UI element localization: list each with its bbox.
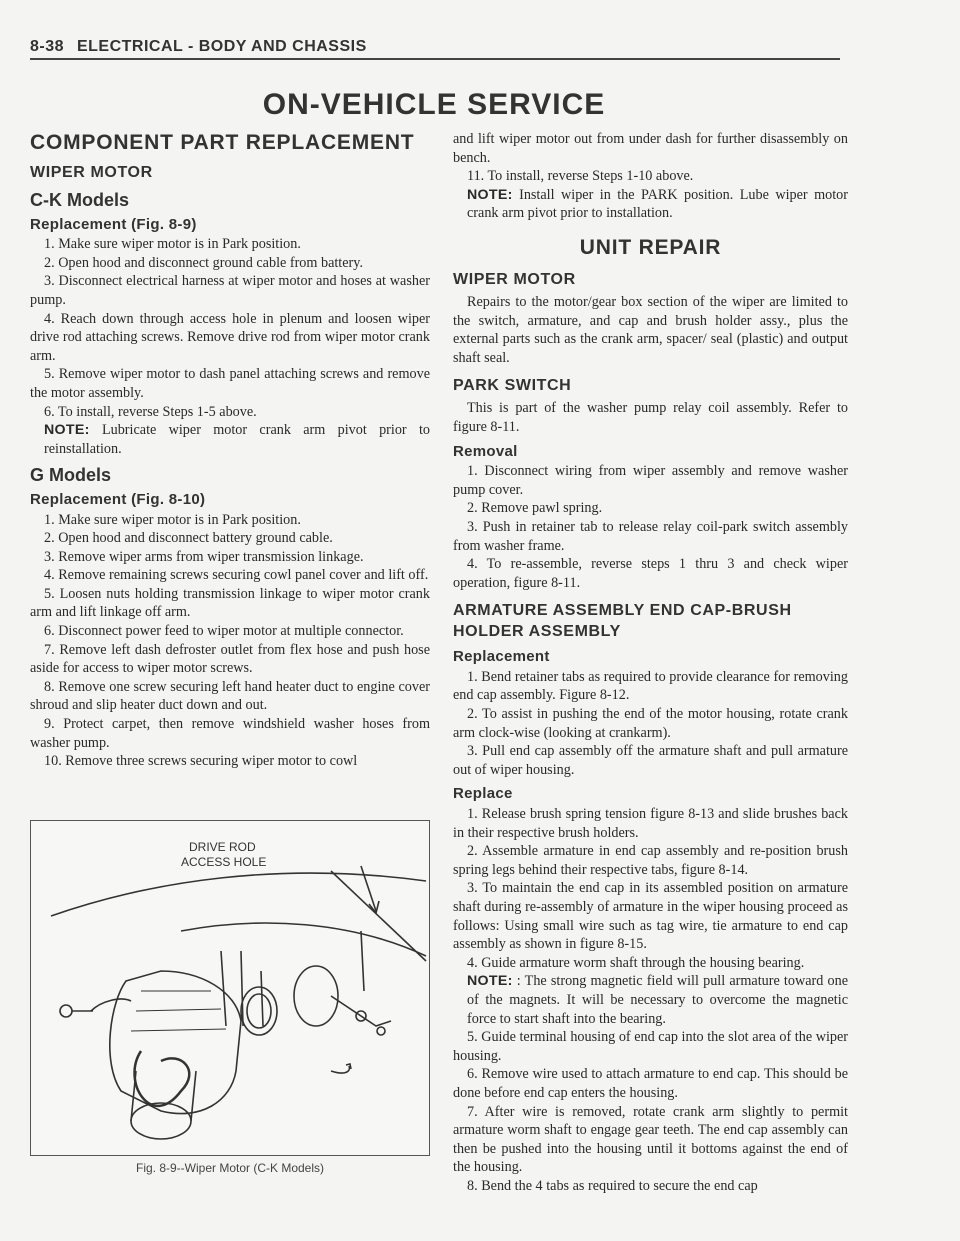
- ck-step: 1. Make sure wiper motor is in Park position.: [44, 236, 301, 253]
- replace-step: 2. Assemble armature in end cap assembly and re-position brush spring legs behind their respective tabs, figure 8-14.: [453, 843, 848, 878]
- note-label: NOTE:: [467, 186, 513, 203]
- install-note: [453, 186, 848, 223]
- ck-models-heading: C-K Models: [30, 190, 129, 210]
- removal-step: 3. Push in retainer tab to release relay coil-park switch assembly from washer frame.: [453, 518, 848, 554]
- wiper-motor-illustration: [31, 821, 429, 1155]
- replace-heading: Replace: [453, 785, 513, 803]
- g-step: 4. Remove remaining screws securing cowl panel cover and lift off.: [44, 567, 429, 584]
- note-text: Lubricate wiper motor crank arm pivot prior to reinstallation.: [44, 422, 430, 457]
- figure-caption: Fig. 8-9--Wiper Motor (C-K Models): [135, 1161, 325, 1175]
- note-label: NOTE:: [44, 422, 90, 439]
- magnet-note: [453, 972, 848, 1028]
- component-replacement-heading: COMPONENT PART REPLACEMENT: [30, 131, 415, 154]
- step-11: 11. To install, reverse Steps 1-10 above.: [467, 168, 694, 185]
- page-header: [30, 38, 840, 56]
- replacement-step: 2. To assist in pushing the end of the motor housing, rotate crank arm clock-wise (looking at crankarm).: [453, 706, 848, 741]
- g-step: 5. Loosen nuts holding transmission linkage to wiper motor crank arm and lift linkage off arm.: [30, 585, 430, 621]
- wiper-motor-text: Repairs to the motor/gear box section of the wiper are limited to the switch, armature, and cap and brush holder assy., plus the external parts such as the crank arm, spacer/ seal (plastic) and output shaft seal.: [453, 293, 848, 366]
- replace-step: 8. Bend the 4 tabs as required to secure the end cap: [467, 1177, 758, 1194]
- note-text: : The strong magnetic field will pull armature toward one of the magnets. It will be necessary to overcome the magnetic force to start shaft into the bearing.: [467, 973, 848, 1027]
- replacement-heading: Replacement: [453, 648, 550, 666]
- g-step: 8. Remove one screw securing left hand heater duct to engine cover shroud and slip heater duct down and out.: [30, 678, 430, 714]
- right-column: [453, 130, 848, 1196]
- note-label: NOTE:: [467, 973, 513, 990]
- ck-step: 4. Reach down through access hole in plenum and loosen wiper drive rod attaching screws. Remove drive rod from wiper motor crank arm.: [30, 310, 430, 364]
- replace-step: 7. After wire is removed, rotate crank arm slightly to permit armature worm shaft to engage gear teeth. The end cap assembly can then be pushed into the housing until it bottoms against the end of the housing.: [453, 1103, 848, 1176]
- g-step: 1. Make sure wiper motor is in Park position.: [44, 511, 301, 528]
- replacement-step: 1. Bend retainer tabs as required to provide clearance for removing end cap assembly. Figure 8-12.: [453, 668, 848, 704]
- continued-text: and lift wiper motor out from under dash for further disassembly on bench.: [453, 131, 848, 166]
- g-step: 2. Open hood and disconnect battery ground cable.: [44, 530, 333, 547]
- wiper-motor-subheading: WIPER MOTOR: [453, 270, 576, 288]
- ck-note: [30, 421, 430, 458]
- ck-replacement-heading: Replacement (Fig. 8-9): [30, 215, 197, 233]
- armature-heading: ARMATURE ASSEMBLY END CAP-BRUSH HOLDER ASSEMBLY: [453, 602, 792, 641]
- header-rule: [30, 58, 840, 60]
- section-title: ELECTRICAL - BODY AND CHASSIS: [76, 38, 367, 55]
- ck-step: 2. Open hood and disconnect ground cable from battery.: [44, 254, 363, 271]
- g-step: 3. Remove wiper arms from wiper transmission linkage.: [44, 548, 364, 565]
- ck-step: 6. To install, reverse Steps 1-5 above.: [44, 403, 257, 420]
- replace-step: 4. Guide armature worm shaft through the housing bearing.: [467, 954, 805, 971]
- page-number: 8-38: [30, 38, 65, 55]
- g-step: 9. Protect carpet, then remove windshield washer hoses from washer pump.: [30, 716, 430, 751]
- replace-step: 5. Guide terminal housing of end cap into the slot area of the wiper housing.: [453, 1029, 848, 1064]
- park-switch-text: This is part of the washer pump relay coil assembly. Refer to figure 8-11.: [453, 400, 848, 435]
- g-step: 7. Remove left dash defroster outlet from flex hose and push hose aside for access to wiper motor screws.: [30, 641, 430, 677]
- g-step: 6. Disconnect power feed to wiper motor at multiple connector.: [44, 623, 404, 640]
- page-title: ON-VEHICLE SERVICE: [262, 88, 606, 121]
- removal-step: 2. Remove pawl spring.: [467, 500, 603, 517]
- figure-label-drive-rod: DRIVE ROD: [189, 840, 256, 854]
- replace-step: 6. Remove wire used to attach armature to end cap. This should be done before end cap enters the housing.: [453, 1066, 848, 1101]
- g-step: 10. Remove three screws securing wiper motor to cowl: [44, 753, 358, 770]
- park-switch-heading: PARK SWITCH: [453, 377, 572, 395]
- figure-label-access-hole: ACCESS HOLE: [181, 855, 267, 869]
- note-text: Install wiper in the PARK position. Lube wiper motor crank arm pivot prior to installation.: [467, 186, 848, 222]
- ck-step: 3. Disconnect electrical harness at wiper motor and hoses at washer pump.: [30, 273, 430, 308]
- removal-step: 1. Disconnect wiring from wiper assembly and remove washer pump cover.: [453, 463, 848, 498]
- replace-step: 1. Release brush spring tension figure 8-13 and slide brushes back in their respective brush holders.: [453, 806, 848, 841]
- wiper-motor-figure: [30, 820, 430, 1156]
- left-column: [30, 130, 430, 771]
- g-models-heading: G Models: [30, 465, 112, 486]
- g-replacement-heading: Replacement (Fig. 8-10): [30, 490, 206, 508]
- ck-step: 5. Remove wiper motor to dash panel attaching screws and remove the motor assembly.: [30, 366, 430, 401]
- removal-heading: Removal: [453, 442, 518, 460]
- wiper-motor-heading: WIPER MOTOR: [30, 164, 153, 181]
- unit-repair-heading: UNIT REPAIR: [579, 235, 722, 259]
- replace-step: 3. To maintain the end cap in its assembled position on armature shaft during re-assembly of armature in the wiper housing proceed as follows: Using small wire such as tag wire, tie armature to end cap assembly as shown in figure 8-15.: [453, 880, 848, 953]
- removal-step: 4. To re-assemble, reverse steps 1 thru 3 and check wiper operation, figure 8-11.: [453, 556, 848, 591]
- replacement-step: 3. Pull end cap assembly off the armature shaft and pull armature out of wiper housing.: [453, 743, 848, 778]
